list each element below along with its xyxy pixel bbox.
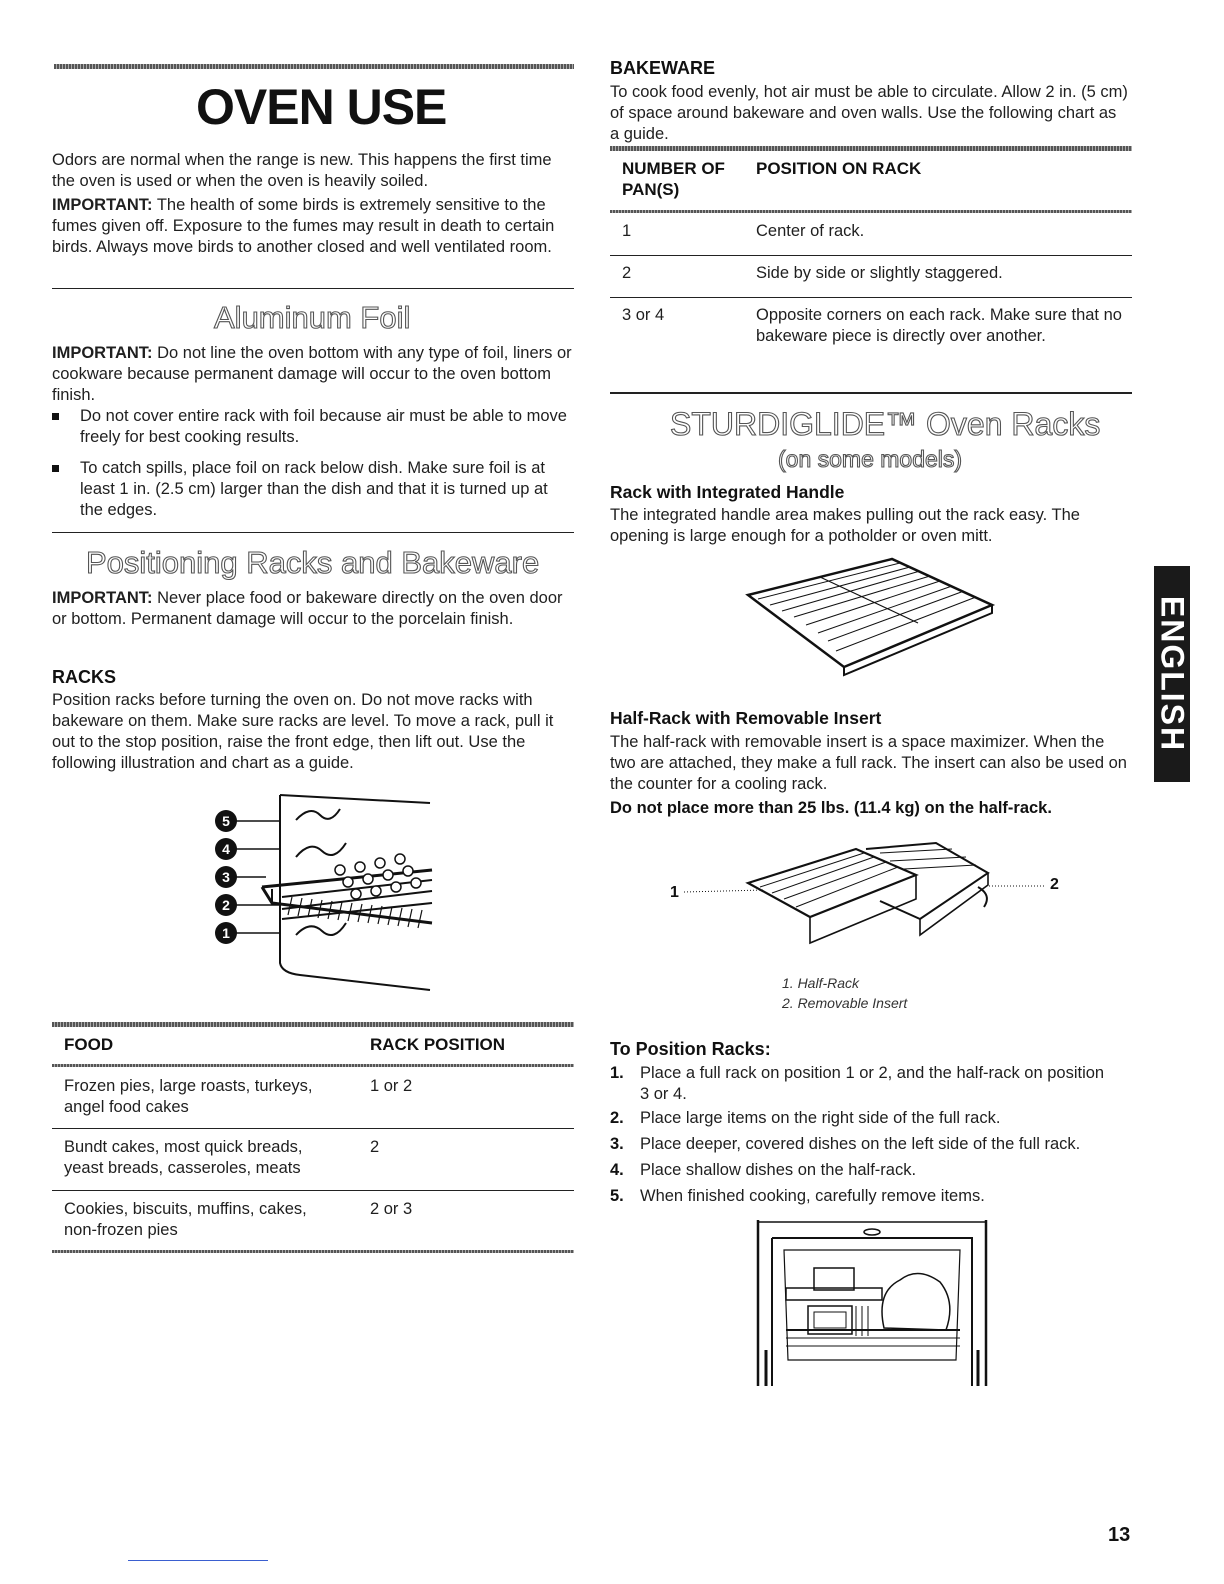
pans-cell: 2	[622, 264, 632, 282]
caption-removable-insert: 2. Removable Insert	[782, 995, 908, 1011]
caption-half-rack: 1. Half-Rack	[782, 975, 860, 991]
step-text: When finished cooking, carefully remove items.	[640, 1187, 985, 1205]
position-cell: 2 or 3	[370, 1200, 413, 1218]
position-label: 3	[222, 869, 230, 885]
foil-important-text: Do not line the oven bottom with any type of foil, liners or cookware because permanent damage will occur to the oven bottom finish.	[52, 344, 572, 404]
foil-bullet-2: To catch spills, place foil on rack below dish. Make sure foil is at least 1 in. (2.5 cm) larger than the dish and that it is turned up at the edges.	[80, 459, 548, 519]
half-rack-warning: Do not place more than 25 lbs. (11.4 kg) on the half-rack.	[610, 799, 1052, 817]
half-rack-illustration	[740, 835, 1000, 965]
birds-note-text: The health of some birds is extremely sensitive to the fumes given off. Exposure to the fumes may result in death to certain birds. Always move birds to another closed and well ventilated room.	[52, 196, 555, 256]
position-label: 2	[222, 897, 230, 913]
step-number: 1.	[610, 1064, 624, 1082]
food-header: FOOD	[64, 1035, 114, 1054]
important-label: IMPORTANT:	[52, 196, 153, 214]
racks-heading: RACKS	[52, 667, 117, 687]
table-rule	[610, 146, 1132, 151]
position-label: 4	[222, 841, 230, 857]
callout-2: 2	[1050, 876, 1059, 893]
food-cell: Frozen pies, large roasts, turkeys, angel food cakes	[64, 1077, 313, 1116]
half-rack-heading: Half-Rack with Removable Insert	[610, 708, 882, 728]
bakeware-heading: BAKEWARE	[610, 58, 716, 78]
language-tab	[1154, 566, 1190, 782]
position-label: 5	[222, 813, 230, 829]
divider	[52, 288, 574, 289]
rack-handle-heading: Rack with Integrated Handle	[610, 482, 845, 502]
step-text: Place deeper, covered dishes on the left side of the full rack.	[640, 1135, 1081, 1153]
rack-positions-illustration	[210, 785, 440, 995]
pans-cell: 3 or 4	[622, 306, 665, 324]
callout-lines	[676, 880, 1076, 900]
position-on-rack-header: POSITION ON RACK	[756, 159, 922, 178]
foil-important	[52, 343, 572, 406]
step-text: Place a full rack on position 1 or 2, and the half-rack on position 3 or 4.	[640, 1064, 1105, 1103]
position-label: 1	[222, 925, 230, 941]
top-rule-left	[54, 64, 574, 69]
important-label: IMPORTANT:	[52, 344, 153, 362]
racks-text: Position racks before turning the oven on. Do not move racks with bakeware on them. Make sure racks are level. To move a rack, pull it out to the stop position, raise the front edge, then lift out. Use the following illustration and chart as a guide.	[52, 691, 554, 772]
position-cell: 1 or 2	[370, 1077, 413, 1095]
divider	[52, 532, 574, 533]
food-cell: Cookies, biscuits, muffins, cakes, non-frozen pies	[64, 1200, 307, 1239]
callout-1: 1	[670, 884, 679, 901]
step-text: Place shallow dishes on the half-rack.	[640, 1161, 917, 1179]
language-tab-label: ENGLISH	[1154, 595, 1191, 753]
important-label: IMPORTANT:	[52, 589, 153, 607]
row-divider	[52, 1128, 574, 1129]
bullet-icon	[52, 413, 59, 420]
bakeware-text: To cook food evenly, hot air must be able to circulate. Allow 2 in. (5 cm) of space around bakeware and oven walls. Use the following chart as a guide.	[610, 83, 1128, 143]
row-divider	[610, 297, 1132, 298]
birds-note	[52, 195, 574, 258]
rack-handle-illustration	[740, 555, 1000, 680]
step-number: 3.	[610, 1135, 624, 1153]
page-title: OVEN USE	[196, 79, 447, 135]
table-rule	[52, 1250, 574, 1253]
foil-bullet-1: Do not cover entire rack with foil because air must be able to move freely for best cooking results.	[80, 407, 567, 446]
sturdiglide-subheading: (on some models)	[778, 446, 963, 472]
pans-cell: 1	[622, 222, 632, 240]
rack-handle-text: The integrated handle area makes pulling out the rack easy. The opening is large enough for a potholder or oven mitt.	[610, 506, 1080, 545]
foil-heading: Aluminum Foil	[214, 300, 411, 335]
step-text: Place large items on the right side of the full rack.	[640, 1109, 1001, 1127]
section-rule	[610, 392, 1132, 394]
bullet-icon	[52, 465, 59, 472]
step-number: 2.	[610, 1109, 624, 1127]
oven-interior-illustration	[756, 1220, 988, 1388]
half-rack-text: The half-rack with removable insert is a space maximizer. When the two are attached, they make a full rack. The insert can also be used on the counter for a cooling rack.	[610, 733, 1127, 793]
intro-text: Odors are normal when the range is new. This happens the first time the oven is used or when the oven is heavily soiled.	[52, 151, 552, 190]
sturdiglide-heading: STURDIGLIDE™ Oven Racks	[670, 406, 1101, 442]
position-cell: Center of rack.	[756, 222, 865, 240]
step-number: 4.	[610, 1161, 624, 1179]
position-cell: Side by side or slightly staggered.	[756, 264, 1003, 282]
table-rule	[610, 210, 1132, 213]
step-number: 5.	[610, 1187, 624, 1205]
to-position-heading: To Position Racks:	[610, 1039, 771, 1059]
food-cell: Bundt cakes, most quick breads, yeast breads, casseroles, meats	[64, 1138, 303, 1177]
footer-line	[128, 1560, 268, 1561]
row-divider	[52, 1190, 574, 1191]
table-rule	[52, 1022, 574, 1027]
positioning-heading: Positioning Racks and Bakeware	[86, 545, 540, 580]
positioning-important	[52, 588, 572, 630]
pans-header: NUMBER OF PAN(S)	[622, 159, 725, 199]
table-rule	[52, 1064, 574, 1067]
position-cell: 2	[370, 1138, 380, 1156]
positioning-important-text: Never place food or bakeware directly on the oven door or bottom. Permanent damage will occur to the porcelain finish.	[52, 589, 563, 628]
position-cell: Opposite corners on each rack. Make sure that no bakeware piece is directly over another.	[756, 306, 1122, 345]
page-number: 13	[1108, 1524, 1131, 1546]
row-divider	[610, 255, 1132, 256]
rack-position-header: RACK POSITION	[370, 1035, 506, 1054]
